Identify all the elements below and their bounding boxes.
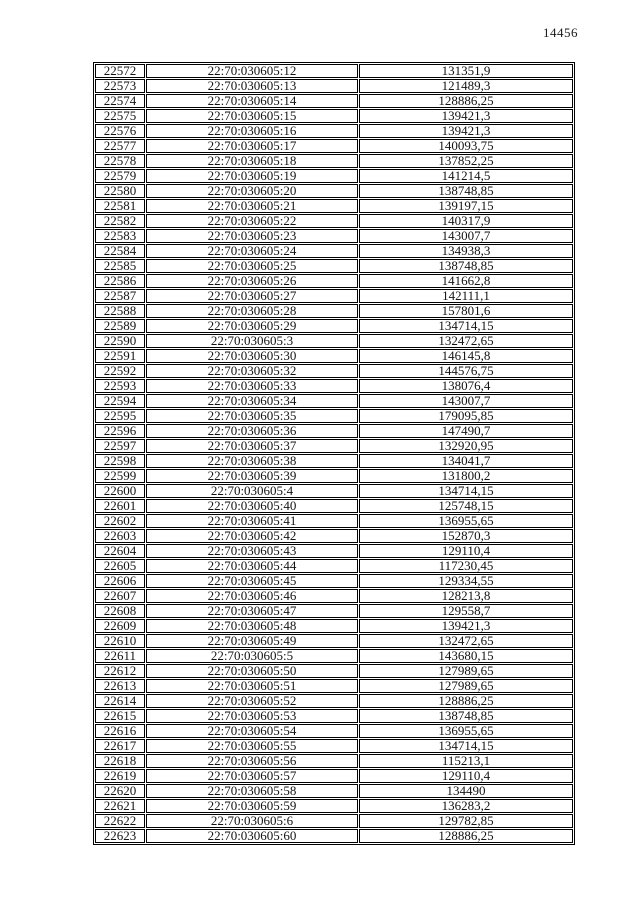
row-id-cell: 22596 <box>95 424 145 438</box>
row-time-cell: 22:70:030605:38 <box>146 454 358 468</box>
row-value-cell: 131800,2 <box>359 469 573 483</box>
row-time-cell: 22:70:030605:30 <box>146 349 358 363</box>
table-row <box>95 829 573 843</box>
table-row <box>95 304 573 318</box>
row-id-cell: 22581 <box>95 199 145 213</box>
row-value-cell: 143007,7 <box>359 394 573 408</box>
table-row <box>95 109 573 123</box>
row-time-cell: 22:70:030605:22 <box>146 214 358 228</box>
table-row <box>95 529 573 543</box>
row-time-cell: 22:70:030605:13 <box>146 79 358 93</box>
row-id-cell: 22601 <box>95 499 145 513</box>
page-number: 14456 <box>543 25 578 40</box>
row-value-cell: 131351,9 <box>359 64 573 78</box>
table-row <box>95 124 573 138</box>
row-id-cell: 22612 <box>95 664 145 678</box>
row-id-cell: 22607 <box>95 589 145 603</box>
table-row <box>95 79 573 93</box>
table-row <box>95 619 573 633</box>
row-value-cell: 141214,5 <box>359 169 573 183</box>
row-id-cell: 22579 <box>95 169 145 183</box>
row-time-cell: 22:70:030605:23 <box>146 229 358 243</box>
table-row <box>95 139 573 153</box>
row-time-cell: 22:70:030605:45 <box>146 574 358 588</box>
row-time-cell: 22:70:030605:46 <box>146 589 358 603</box>
table-row <box>95 574 573 588</box>
row-time-cell: 22:70:030605:15 <box>146 109 358 123</box>
row-id-cell: 22614 <box>95 694 145 708</box>
row-id-cell: 22584 <box>95 244 145 258</box>
row-id-cell: 22580 <box>95 184 145 198</box>
row-id-cell: 22591 <box>95 349 145 363</box>
row-time-cell: 22:70:030605:53 <box>146 709 358 723</box>
row-time-cell: 22:70:030605:3 <box>146 334 358 348</box>
row-id-cell: 22600 <box>95 484 145 498</box>
row-id-cell: 22588 <box>95 304 145 318</box>
row-value-cell: 146145,8 <box>359 349 573 363</box>
row-time-cell: 22:70:030605:44 <box>146 559 358 573</box>
table-row <box>95 244 573 258</box>
table-row <box>95 784 573 798</box>
row-id-cell: 22620 <box>95 784 145 798</box>
row-time-cell: 22:70:030605:14 <box>146 94 358 108</box>
row-value-cell: 128213,8 <box>359 589 573 603</box>
row-value-cell: 127989,65 <box>359 679 573 693</box>
table-row <box>95 559 573 573</box>
table-row <box>95 289 573 303</box>
row-value-cell: 143680,15 <box>359 649 573 663</box>
row-id-cell: 22582 <box>95 214 145 228</box>
row-id-cell: 22592 <box>95 364 145 378</box>
row-value-cell: 132472,65 <box>359 334 573 348</box>
table-row <box>95 184 573 198</box>
row-id-cell: 22603 <box>95 529 145 543</box>
row-id-cell: 22605 <box>95 559 145 573</box>
row-time-cell: 22:70:030605:33 <box>146 379 358 393</box>
table-row <box>95 439 573 453</box>
row-time-cell: 22:70:030605:50 <box>146 664 358 678</box>
row-id-cell: 22576 <box>95 124 145 138</box>
table-row <box>95 589 573 603</box>
row-id-cell: 22586 <box>95 274 145 288</box>
table-row <box>95 394 573 408</box>
row-value-cell: 129782,85 <box>359 814 573 828</box>
row-id-cell: 22617 <box>95 739 145 753</box>
row-time-cell: 22:70:030605:34 <box>146 394 358 408</box>
row-value-cell: 138748,85 <box>359 184 573 198</box>
table-row <box>95 649 573 663</box>
row-value-cell: 138076,4 <box>359 379 573 393</box>
table-row <box>95 544 573 558</box>
row-time-cell: 22:70:030605:21 <box>146 199 358 213</box>
row-id-cell: 22577 <box>95 139 145 153</box>
table-row <box>95 94 573 108</box>
table-row <box>95 514 573 528</box>
table-row <box>95 409 573 423</box>
row-value-cell: 143007,7 <box>359 229 573 243</box>
table-row <box>95 199 573 213</box>
row-id-cell: 22610 <box>95 634 145 648</box>
row-time-cell: 22:70:030605:59 <box>146 799 358 813</box>
row-time-cell: 22:70:030605:42 <box>146 529 358 543</box>
row-time-cell: 22:70:030605:41 <box>146 514 358 528</box>
row-value-cell: 152870,3 <box>359 529 573 543</box>
row-id-cell: 22619 <box>95 769 145 783</box>
row-value-cell: 127989,65 <box>359 664 573 678</box>
row-time-cell: 22:70:030605:57 <box>146 769 358 783</box>
row-value-cell: 129110,4 <box>359 769 573 783</box>
row-id-cell: 22598 <box>95 454 145 468</box>
table-row <box>95 379 573 393</box>
row-value-cell: 134938,3 <box>359 244 573 258</box>
row-time-cell: 22:70:030605:49 <box>146 634 358 648</box>
row-value-cell: 129334,55 <box>359 574 573 588</box>
row-id-cell: 22611 <box>95 649 145 663</box>
table-row <box>95 484 573 498</box>
row-value-cell: 137852,25 <box>359 154 573 168</box>
row-id-cell: 22573 <box>95 79 145 93</box>
table-row <box>95 724 573 738</box>
row-value-cell: 139421,3 <box>359 109 573 123</box>
row-id-cell: 22599 <box>95 469 145 483</box>
table-row <box>95 709 573 723</box>
row-time-cell: 22:70:030605:43 <box>146 544 358 558</box>
row-value-cell: 138748,85 <box>359 709 573 723</box>
row-time-cell: 22:70:030605:47 <box>146 604 358 618</box>
row-value-cell: 129558,7 <box>359 604 573 618</box>
table-row <box>95 454 573 468</box>
row-id-cell: 22575 <box>95 109 145 123</box>
row-time-cell: 22:70:030605:4 <box>146 484 358 498</box>
row-time-cell: 22:70:030605:5 <box>146 649 358 663</box>
row-value-cell: 142111,1 <box>359 289 573 303</box>
table-row <box>95 214 573 228</box>
row-id-cell: 22615 <box>95 709 145 723</box>
row-time-cell: 22:70:030605:26 <box>146 274 358 288</box>
row-value-cell: 132472,65 <box>359 634 573 648</box>
row-id-cell: 22602 <box>95 514 145 528</box>
row-value-cell: 117230,45 <box>359 559 573 573</box>
row-value-cell: 134490 <box>359 784 573 798</box>
row-value-cell: 136955,65 <box>359 724 573 738</box>
table-row <box>95 469 573 483</box>
table-row <box>95 739 573 753</box>
row-value-cell: 157801,6 <box>359 304 573 318</box>
row-id-cell: 22594 <box>95 394 145 408</box>
table-row <box>95 769 573 783</box>
row-id-cell: 22622 <box>95 814 145 828</box>
row-value-cell: 128886,25 <box>359 829 573 843</box>
table-row <box>95 274 573 288</box>
table-row <box>95 229 573 243</box>
row-value-cell: 128886,25 <box>359 694 573 708</box>
table-row <box>95 679 573 693</box>
row-time-cell: 22:70:030605:20 <box>146 184 358 198</box>
table-row <box>95 64 573 78</box>
row-time-cell: 22:70:030605:28 <box>146 304 358 318</box>
row-time-cell: 22:70:030605:39 <box>146 469 358 483</box>
row-value-cell: 136283,2 <box>359 799 573 813</box>
table-row <box>95 334 573 348</box>
data-table <box>93 62 575 845</box>
row-time-cell: 22:70:030605:56 <box>146 754 358 768</box>
table-row <box>95 364 573 378</box>
row-time-cell: 22:70:030605:27 <box>146 289 358 303</box>
row-time-cell: 22:70:030605:29 <box>146 319 358 333</box>
row-time-cell: 22:70:030605:32 <box>146 364 358 378</box>
table-row <box>95 169 573 183</box>
row-value-cell: 134714,15 <box>359 319 573 333</box>
table-row <box>95 154 573 168</box>
row-time-cell: 22:70:030605:37 <box>146 439 358 453</box>
row-id-cell: 22597 <box>95 439 145 453</box>
row-value-cell: 115213,1 <box>359 754 573 768</box>
row-value-cell: 139421,3 <box>359 124 573 138</box>
row-time-cell: 22:70:030605:55 <box>146 739 358 753</box>
row-id-cell: 22593 <box>95 379 145 393</box>
row-value-cell: 134714,15 <box>359 739 573 753</box>
row-id-cell: 22585 <box>95 259 145 273</box>
row-time-cell: 22:70:030605:36 <box>146 424 358 438</box>
row-id-cell: 22609 <box>95 619 145 633</box>
table-row <box>95 499 573 513</box>
row-value-cell: 132920,95 <box>359 439 573 453</box>
row-value-cell: 140093,75 <box>359 139 573 153</box>
row-value-cell: 140317,9 <box>359 214 573 228</box>
row-time-cell: 22:70:030605:18 <box>146 154 358 168</box>
row-time-cell: 22:70:030605:51 <box>146 679 358 693</box>
table-body <box>95 64 573 843</box>
row-time-cell: 22:70:030605:58 <box>146 784 358 798</box>
row-value-cell: 129110,4 <box>359 544 573 558</box>
row-id-cell: 22618 <box>95 754 145 768</box>
row-id-cell: 22583 <box>95 229 145 243</box>
row-time-cell: 22:70:030605:40 <box>146 499 358 513</box>
row-time-cell: 22:70:030605:25 <box>146 259 358 273</box>
row-value-cell: 125748,15 <box>359 499 573 513</box>
row-time-cell: 22:70:030605:16 <box>146 124 358 138</box>
row-time-cell: 22:70:030605:48 <box>146 619 358 633</box>
row-id-cell: 22613 <box>95 679 145 693</box>
row-time-cell: 22:70:030605:52 <box>146 694 358 708</box>
table-row <box>95 694 573 708</box>
row-value-cell: 179095,85 <box>359 409 573 423</box>
row-id-cell: 22587 <box>95 289 145 303</box>
table-row <box>95 634 573 648</box>
row-id-cell: 22578 <box>95 154 145 168</box>
table-row <box>95 799 573 813</box>
row-time-cell: 22:70:030605:24 <box>146 244 358 258</box>
row-value-cell: 136955,65 <box>359 514 573 528</box>
table-row <box>95 259 573 273</box>
table-row <box>95 604 573 618</box>
row-value-cell: 141662,8 <box>359 274 573 288</box>
row-id-cell: 22608 <box>95 604 145 618</box>
row-id-cell: 22595 <box>95 409 145 423</box>
row-value-cell: 134714,15 <box>359 484 573 498</box>
row-value-cell: 144576,75 <box>359 364 573 378</box>
table-row <box>95 754 573 768</box>
row-id-cell: 22589 <box>95 319 145 333</box>
row-id-cell: 22621 <box>95 799 145 813</box>
row-time-cell: 22:70:030605:17 <box>146 139 358 153</box>
table-row <box>95 814 573 828</box>
row-time-cell: 22:70:030605:12 <box>146 64 358 78</box>
row-time-cell: 22:70:030605:35 <box>146 409 358 423</box>
row-value-cell: 139197,15 <box>359 199 573 213</box>
table-row <box>95 664 573 678</box>
row-value-cell: 134041,7 <box>359 454 573 468</box>
table-row <box>95 319 573 333</box>
row-id-cell: 22572 <box>95 64 145 78</box>
row-time-cell: 22:70:030605:60 <box>146 829 358 843</box>
row-time-cell: 22:70:030605:6 <box>146 814 358 828</box>
table-row <box>95 349 573 363</box>
table-row <box>95 424 573 438</box>
row-value-cell: 139421,3 <box>359 619 573 633</box>
row-value-cell: 147490,7 <box>359 424 573 438</box>
row-time-cell: 22:70:030605:54 <box>146 724 358 738</box>
row-id-cell: 22574 <box>95 94 145 108</box>
row-time-cell: 22:70:030605:19 <box>146 169 358 183</box>
row-id-cell: 22590 <box>95 334 145 348</box>
row-id-cell: 22604 <box>95 544 145 558</box>
row-value-cell: 138748,85 <box>359 259 573 273</box>
row-id-cell: 22623 <box>95 829 145 843</box>
row-id-cell: 22616 <box>95 724 145 738</box>
row-value-cell: 121489,3 <box>359 79 573 93</box>
row-value-cell: 128886,25 <box>359 94 573 108</box>
row-id-cell: 22606 <box>95 574 145 588</box>
